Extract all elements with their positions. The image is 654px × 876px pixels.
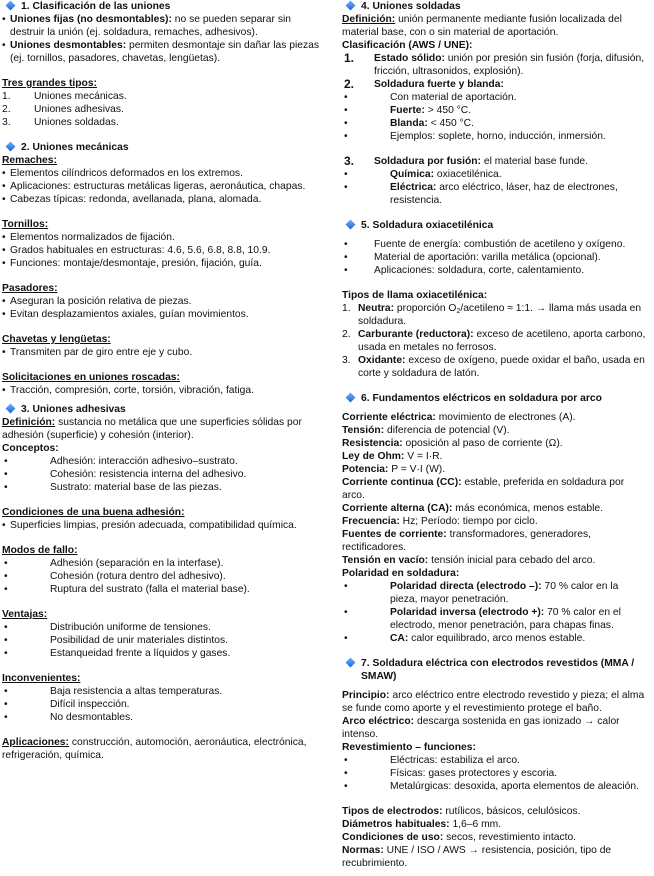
list-item: • Elementos normalizados de fijación. [2, 231, 320, 244]
clasificacion-title: Clasificación (AWS / UNE): [342, 40, 473, 51]
section-4-heading: 4. Uniones soldadas [342, 0, 647, 13]
llama-title: Tipos de llama oxiacetilénica: [342, 290, 488, 301]
list-item: • Metalúrgicas: desoxida, aporta elementos de aleación. [342, 780, 647, 793]
list-item: 2. Uniones adhesivas. [2, 104, 124, 115]
def-line: Potencia: P = V·I (W). [342, 464, 446, 475]
list-item: 3. Oxidante: exceso de oxígeno, puede oxidar el baño, usada en corte y soldadura de latón. [342, 355, 645, 379]
polaridad-list [342, 580, 647, 645]
list-item: • Ruptura del sustrato (falla el material base). [2, 583, 320, 596]
diamond-bullet-icon [346, 220, 356, 230]
def-line: Corriente continua (CC): estable, preferida en soldadura por arco. [342, 477, 625, 501]
list-item: • CA: calor equilibrado, arco menos estable. [342, 632, 647, 645]
llama-list [342, 302, 647, 380]
list-item: • Adhesión: interacción adhesivo–sustrato. [2, 455, 320, 468]
chavetas-title: Chavetas y lengüetas: [2, 334, 111, 345]
conceptos-list [2, 455, 320, 494]
inconvenientes-title: Inconvenientes: [2, 673, 81, 684]
list-item: • Adhesión (separación en la interfase). [2, 557, 320, 570]
list-item: • Difícil inspección. [2, 698, 320, 711]
def-line: Frecuencia: Hz; Período: tiempo por ciclo. [342, 516, 538, 527]
polaridad-title: Polaridad en soldadura: [342, 568, 460, 579]
list-item: • Química: oxiacetilénica. [342, 168, 647, 181]
fusion-sub-list [342, 168, 647, 207]
def-line: Corriente eléctrica: movimiento de electrones (A). [342, 412, 576, 423]
list-item: • Superficies limpias, presión adecuada, compatibilidad química. [2, 519, 320, 532]
solicitaciones-list [2, 384, 320, 397]
tornillos-title: Tornillos: [2, 219, 49, 230]
list-item: • Material de aportación: varilla metálica (opcional). [342, 251, 647, 264]
pasadores-list [2, 295, 320, 321]
list-item: • No desmontables. [2, 711, 320, 724]
list-item: • Sustrato: material base de las piezas. [2, 481, 320, 494]
list-item: 3. Soldadura por fusión: el material base funde. [344, 154, 589, 168]
condiciones-title: Condiciones de una buena adhesión: [2, 507, 185, 518]
ventajas-title: Ventajas: [2, 609, 48, 620]
list-item: • Polaridad directa (electrodo –): 70 % calor en la pieza, mayor penetración. [342, 580, 647, 606]
list-item: 2. Soldadura fuerte y blanda: [344, 77, 504, 91]
fusion-list [342, 155, 647, 168]
list-item: • Físicas: gases protectores y escoria. [342, 767, 647, 780]
list-item: • Baja resistencia a altas temperaturas. [2, 685, 320, 698]
list-item: • Ejemplos: soplete, horno, inducción, inmersión. [342, 130, 647, 143]
def-line: Diámetros habituales: 1,6–6 mm. [342, 819, 502, 830]
oxiacetilenica-list [342, 238, 647, 277]
chavetas-list [2, 346, 320, 359]
list-item: • Transmiten par de giro entre eje y cubo. [2, 346, 320, 359]
list-item: 1. Neutra: proporción $O_2$/acetileno ≈ 1:1. → llama más usada en soldadura. [342, 303, 642, 327]
condiciones-list [2, 519, 320, 532]
list-item: • Elementos cilíndricos deformados en los extremos. [2, 167, 320, 180]
list-item: • Fuente de energía: combustión de acetileno y oxígeno. [342, 238, 647, 251]
adhesive-definition: Definición: sustancia no metálica que une superficies sólidas por adhesión (superficie) y cohesión (interior). [2, 417, 302, 441]
pasadores-title: Pasadores: [2, 283, 58, 294]
def-line: Arco eléctrico: descarga sostenida en gas ionizado → calor intenso. [342, 716, 620, 740]
modos-fallo-title: Modos de fallo: [2, 545, 78, 556]
tornillos-list [2, 231, 320, 270]
ventajas-list [2, 621, 320, 660]
list-item: • Aseguran la posición relativa de piezas. [2, 295, 320, 308]
remaches-list [2, 167, 320, 206]
section-7-heading: 7. Soldadura eléctrica con electrodos revestidos (MMA / SMAW) [342, 657, 647, 683]
left-column [2, 0, 320, 762]
def-line: Tensión: diferencia de potencial (V). [342, 425, 510, 436]
tres-tipos-list [2, 90, 320, 129]
list-item: • Aplicaciones: soldadura, corte, calentamiento. [342, 264, 647, 277]
modos-fallo-list [2, 557, 320, 596]
list-item: 1. Uniones mecánicas. [2, 91, 127, 102]
diamond-bullet-icon [6, 142, 16, 152]
list-item: 1. Estado sólido: unión por presión sin fusión (forja, difusión, fricción, ultrasonidos, explosión). [344, 51, 645, 77]
def-line: Principio: arco eléctrico entre electrodo revestido y pieza; el alma se funde como aporte y el revestimiento protege el baño. [342, 690, 645, 714]
list-item: • Blanda: < 450 °C. [342, 117, 647, 130]
diamond-bullet-icon [346, 658, 356, 668]
def-line: Ley de Ohm: V = I·R. [342, 451, 443, 462]
list-item: 3. Uniones soldadas. [2, 117, 119, 128]
diamond-bullet-icon [346, 1, 356, 11]
list-item: • Cohesión: resistencia interna del adhesivo. [2, 468, 320, 481]
clasificacion-list [342, 52, 647, 91]
def-line: Fuentes de corriente: transformadores, generadores, rectificadores. [342, 529, 591, 553]
list-item: • Distribución uniforme de tensiones. [2, 621, 320, 634]
def-line: Corriente alterna (CA): más económica, menos estable. [342, 503, 603, 514]
soldadura-definition: Definición: unión permanente mediante fusión localizada del material base, con o sin material de aportación. [342, 14, 622, 38]
inconvenientes-list [2, 685, 320, 724]
revestimiento-list [342, 754, 647, 793]
right-column [342, 0, 647, 870]
list-item: • Grados habituales en estructuras: 4.6, 5.6, 6.8, 8.8, 10.9. [2, 244, 320, 257]
tres-tipos-title: Tres grandes tipos: [2, 78, 97, 89]
section-6-heading: 6. Fundamentos eléctricos en soldadura por arco [342, 392, 647, 405]
section-3-heading: 3. Uniones adhesivas [2, 403, 320, 416]
list-item: 2. Carburante (reductora): exceso de acetileno, aporta carbono, usada en metales no ferrosos. [342, 329, 646, 353]
def-line: Tensión en vacío: tensión inicial para cebado del arco. [342, 555, 596, 566]
def-line: Resistencia: oposición al paso de corriente (Ω). [342, 438, 563, 449]
diamond-bullet-icon [6, 1, 16, 11]
section-5-heading: 5. Soldadura oxiacetilénica [342, 219, 647, 232]
list-item: • Con material de aportación. [342, 91, 647, 104]
section-2-heading: 2. Uniones mecánicas [2, 141, 320, 154]
aplicaciones-paragraph: Aplicaciones: construcción, automoción, aeronáutica, electrónica, refrigeración, química. [2, 737, 307, 761]
remaches-title: Remaches: [2, 155, 57, 166]
conceptos-title: Conceptos: [2, 443, 59, 454]
list-item: • Estanqueidad frente a líquidos y gases. [2, 647, 320, 660]
list-item: • Cabezas típicas: redonda, avellanada, plana, alomada. [2, 193, 320, 206]
list-item: • Uniones fijas (no desmontables): no se pueden separar sin destruir la unión (ej. soldadura, remaches, adhesivos). [2, 13, 320, 39]
diamond-bullet-icon [346, 393, 356, 403]
def-line: Tipos de electrodos: rutílicos, básicos, celulósicos. [342, 806, 581, 817]
section-1-heading: 1. Clasificación de las uniones [2, 0, 320, 13]
list-item: • Tracción, compresión, corte, torsión, vibración, fatiga. [2, 384, 320, 397]
list-item: • Funciones: montaje/desmontaje, presión, fijación, guía. [2, 257, 320, 270]
union-types-list [2, 13, 320, 65]
def-line: Condiciones de uso: secos, revestimiento intacto. [342, 832, 577, 843]
list-item: • Evitan desplazamientos axiales, guían movimientos. [2, 308, 320, 321]
list-item: • Cohesión (rotura dentro del adhesivo). [2, 570, 320, 583]
revestimiento-title: Revestimiento – funciones: [342, 742, 476, 753]
list-item: • Aplicaciones: estructuras metálicas ligeras, aeronáutica, chapas. [2, 180, 320, 193]
diamond-bullet-icon [6, 404, 16, 414]
list-item: • Posibilidad de unir materiales distintos. [2, 634, 320, 647]
list-item: • Fuerte: > 450 °C. [342, 104, 647, 117]
solicitaciones-title: Solicitaciones en uniones roscadas: [2, 372, 180, 383]
def-line: Normas: UNE / ISO / AWS → resistencia, posición, tipo de recubrimiento. [342, 845, 612, 869]
list-item: • Uniones desmontables: permiten desmontaje sin dañar las piezas (ej. tornillos, pasadores, chavetas, lengüetas). [2, 39, 320, 65]
list-item: • Polaridad inversa (electrodo +): 70 % calor en el electrodo, menor penetración, para chapas finas. [342, 606, 647, 632]
list-item: • Eléctricas: estabiliza el arco. [342, 754, 647, 767]
soldadura-fuerte-list [342, 91, 647, 143]
list-item: • Eléctrica: arco eléctrico, láser, haz de electrones, resistencia. [342, 181, 647, 207]
